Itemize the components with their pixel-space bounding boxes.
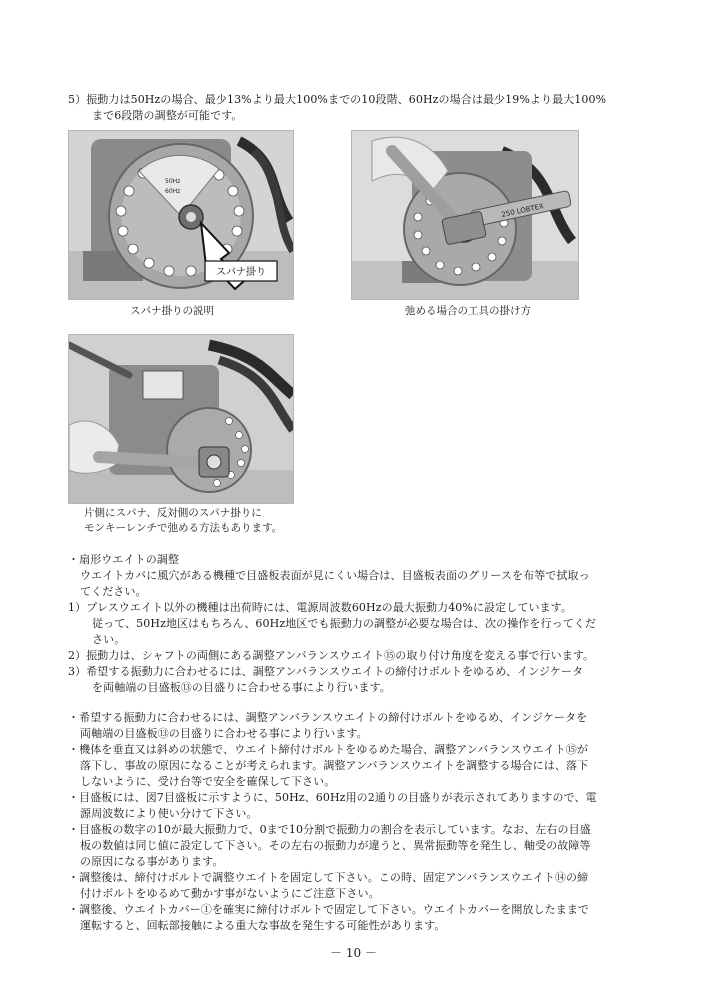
note-1-line-1: ・希望する振動力に合わせるには、調整アンバランスウエイトの締付けボルトをゆるめ、インジケータを <box>68 711 588 724</box>
item-1-line-1: 1）プレスウエイト以外の機種は出荷時には、電源周波数60Hzの最大振動力40%に設定しています。 <box>68 601 572 614</box>
note-2-line-2: 落下し、事故の原因になることが考えられます。調整アンバランスウエイトを調整する場合には、落下 <box>80 759 589 772</box>
note-5-line-2: 付けボルトをゆるめて動かす事がないようにご注意下さい。 <box>80 887 380 900</box>
note-3-line-1: ・目盛板には、図7目盛板に示すように、50Hz、60Hz用の2通りの目盛りが表示されてありますので、電 <box>68 791 597 804</box>
item-1-line-2: 従って、50Hz地区はもちろん、60Hz地区でも振動力の調整が必要な場合は、次の操作を行ってくだ <box>92 617 597 630</box>
note-4-line-3: の原因になる事があります。 <box>80 855 224 868</box>
photo-spanner-point <box>68 130 294 300</box>
item-1-line-3: さい。 <box>92 633 126 646</box>
section-heading: ・扇形ウエイトの調整 <box>68 553 179 566</box>
photo-spanner-and-wrench <box>68 334 294 504</box>
page-number: － 10 － <box>330 946 377 960</box>
section-p1-line-2: てください。 <box>80 585 147 598</box>
note-1-line-2: 両軸端の目盛板⑬の目盛りに合わせる事により行います。 <box>80 727 368 740</box>
item-3-line-1: 3）希望する振動力に合わせるには、調整アンバランスウエイトの締付けボルトをゆるめ、インジケータ <box>68 665 584 678</box>
caption-loosening-tool: 弛める場合の工具の掛け方 <box>405 305 531 317</box>
caption-spanner-point: スパナ掛りの説明 <box>130 305 214 317</box>
note-6-line-2: 運転すると、回転部接触による重大な事故を発生する可能性があります。 <box>80 919 446 932</box>
item-3-line-2: を両軸端の目盛板⑬の目盛りに合わせる事により行います。 <box>92 681 391 694</box>
intro-line-2: まで6段階の調整が可能です。 <box>92 109 243 122</box>
note-6-line-1: ・調整後、ウエイトカバー①を確実に締付けボルトで固定して下さい。ウエイトカバーを開放したままで <box>68 903 590 916</box>
spanner-label: スパナ掛り <box>216 267 266 278</box>
dial-label-60hz: 60Hz <box>165 188 181 195</box>
note-5-line-1: ・調整後は、締付けボルトで調整ウエイトを固定して下さい。この時、固定アンバランスウエイト⑭の締 <box>68 871 589 884</box>
caption-spanner-wrench-line-2: モンキーレンチで弛める方法もあります。 <box>84 522 283 534</box>
caption-spanner-wrench-line-1: 片側にスパナ、反対側のスパナ掛りに <box>84 507 262 519</box>
wrench-marking: 250 LOBTEX <box>500 202 545 219</box>
note-4-line-1: ・目盛板の数字の10が最大振動力で、0まで10分割で振動力の割合を表示しています。なお、左右の目盛 <box>68 823 591 836</box>
item-2-line-1: 2）振動力は、シャフトの両側にある調整アンバランスウエイト⑮の取り付け角度を変える事で行います。 <box>68 649 595 662</box>
note-2-line-1: ・機体を垂直又は斜めの状態で、ウエイト締付けボルトをゆるめた場合、調整アンバランスウエイト⑮が <box>68 743 588 756</box>
note-4-line-2: 板の数値は同じ値に設定して下さい。その左右の振動力が違うと、異常振動等を発生し、軸受の故障等 <box>80 839 591 852</box>
dial-label-50hz: 50Hz <box>165 178 181 185</box>
intro-line-1: 5）振動力は50Hzの場合、最少13%より最大100%までの10段階、60Hzの場合は最少19%より最大100% <box>68 93 607 106</box>
section-p1-line-1: ウエイトカバに風穴がある機種で目盛板表面が見にくい場合は、目盛板表面のグリースを布等で拭取っ <box>80 569 590 582</box>
note-2-line-3: しないように、受け台等で安全を確保して下さい。 <box>80 775 336 788</box>
photo-loosening-tool <box>351 130 579 300</box>
note-3-line-2: 源周波数により使い分けて下さい。 <box>80 807 258 820</box>
